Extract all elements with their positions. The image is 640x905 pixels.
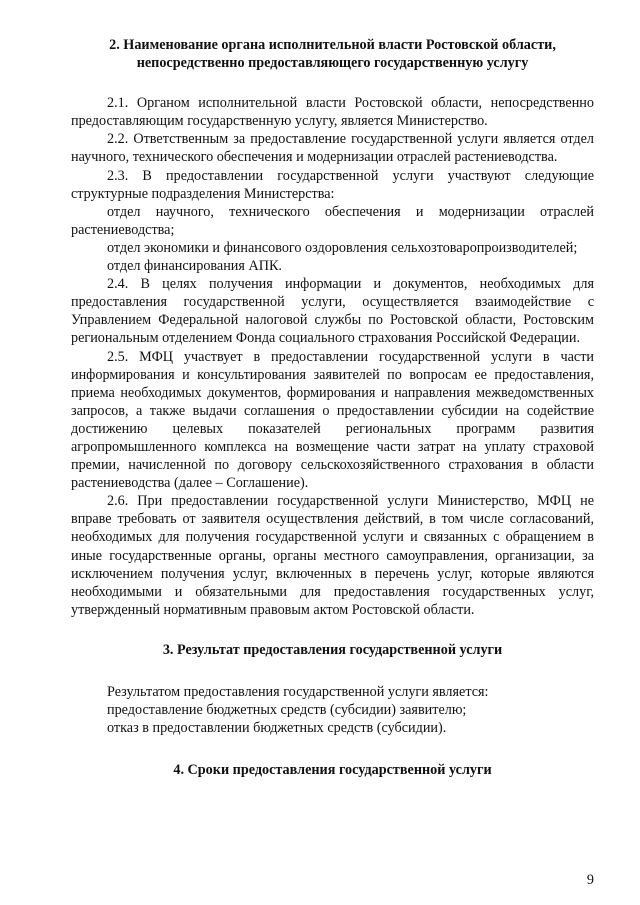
paragraph-2-2: 2.2. Ответственным за предоставление государственной услуги является отдел научного, технического обеспечения и модернизации отраслей растениеводства. — [71, 131, 594, 166]
section-2-body — [71, 94, 594, 619]
document-page — [71, 36, 594, 779]
paragraph-2-3: 2.3. В предоставлении государственной услуги участвуют следующие структурные подразделения Министерства: — [71, 167, 594, 202]
paragraph-2-5: 2.5. МФЦ участвует в предоставлении государственной услуги в части информирования и консультирования заявителей по вопросам ее предоставления, приема необходимых документов, формирования и направления межведомственных запросов, а также выдачи соглашения о предоставлении субсидии на содействие достижению целевых показателей региональных программ развития агропромышленного комплекса на возмещение части затрат на уплату страховой премии, начисленной по договору сельскохозяйственного страхования в области растениеводства (далее – Соглашение). — [71, 348, 594, 492]
section-3-heading: 3. Результат предоставления государственной услуги — [162, 641, 503, 658]
paragraph-2-1: 2.1. Органом исполнительной власти Ростовской области, непосредственно предоставляющим государственную услугу, является Министерство. — [71, 95, 594, 130]
list-item-dept-economics: отдел экономики и финансового оздоровления сельхозтоваропроизводителей; — [107, 239, 578, 256]
section-2-heading: 2. Наименование органа исполнительной власти Ростовской области, непосредственно предоставляющего государственную услугу — [109, 37, 556, 72]
list-item-dept-science: отдел научного, технического обеспечения и модернизации отраслей растениеводства; — [71, 203, 594, 238]
result-item-grant: предоставление бюджетных средств (субсидии) заявителю; — [107, 702, 467, 719]
page-number: 9 — [586, 872, 594, 888]
section-4-heading: 4. Сроки предоставления государственной услуги — [173, 762, 492, 779]
paragraph-2-4: 2.4. В целях получения информации и документов, необходимых для предоставления государственной услуги, осуществляется взаимодействие с Управлением Федеральной налоговой службы по Ростовской области, Ростовским региональным отделением Фонда социального страхования Российской Федерации. — [71, 276, 594, 347]
section-3-body — [71, 683, 594, 737]
result-item-refusal: отказ в предоставлении бюджетных средств (субсидии). — [107, 720, 447, 737]
paragraph-2-6: 2.6. При предоставлении государственной услуги Министерство, МФЦ не вправе требовать от заявителя осуществления действий, в том числе согласований, необходимых для получения государственной услуги и связанных с обращением в иные государственные органы, органы местного самоуправления, организации, за исключением получения услуг, включенных в перечень услуг, которые являются необходимыми и обязательными для предоставления государственных услуг, утвержденный нормативным правовым актом Ростовской области. — [71, 493, 594, 618]
list-item-dept-finance: отдел финансирования АПК. — [107, 258, 282, 275]
result-intro: Результатом предоставления государственной услуги является: — [107, 684, 489, 700]
